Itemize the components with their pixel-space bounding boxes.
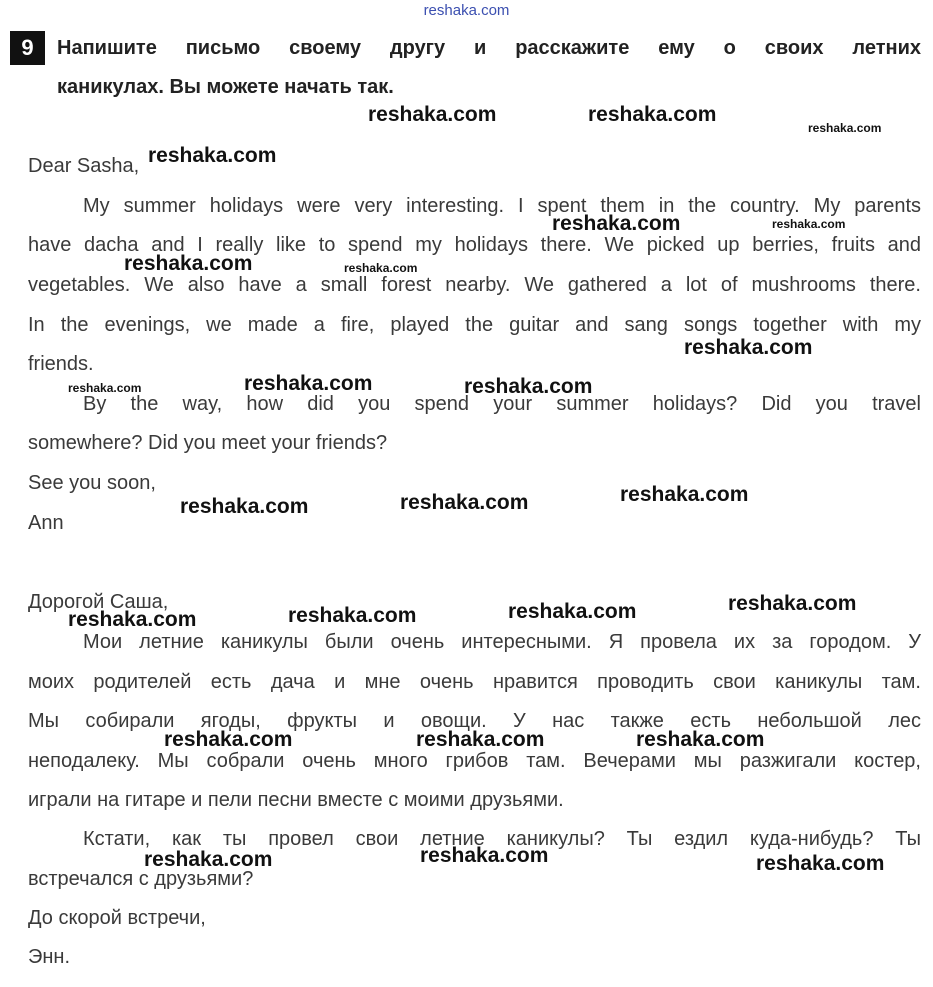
watermark: reshaka.com <box>808 121 882 135</box>
letter-ru-line: Мои летние каникулы были очень интересными. Я провела их за городом. У <box>83 631 921 653</box>
watermark: reshaka.com <box>684 336 813 359</box>
letter-en-line: vegetables. We also have a small forest nearby. We gathered a lot of mushrooms there. <box>28 274 921 296</box>
watermark: reshaka.com <box>124 252 253 275</box>
watermark: reshaka.com <box>244 372 373 395</box>
watermark: reshaka.com <box>772 217 846 231</box>
watermark: reshaka.com <box>344 261 418 275</box>
watermark: reshaka.com <box>756 852 885 875</box>
letter-en-line: somewhere? Did you meet your friends? <box>28 432 388 454</box>
watermark: reshaka.com <box>68 381 142 395</box>
letter-en-greeting: Dear Sasha, <box>28 155 140 177</box>
letter-ru-line: Кстати, как ты провел свои летние каникулы? Ты ездил куда-нибудь? Ты <box>83 828 921 850</box>
watermark: reshaka.com <box>588 103 717 126</box>
letter-en-line: By the way, how did you spend your summer holidays? Did you travel <box>83 393 921 415</box>
letter-en-closing: See you soon, <box>28 472 156 494</box>
letter-ru-closing: До скорой встречи, <box>28 907 206 929</box>
watermark: reshaka.com <box>420 844 549 867</box>
letter-ru-greeting: Дорогой Саша, <box>28 591 169 613</box>
watermark: reshaka.com <box>620 483 749 506</box>
watermark: reshaka.com <box>416 728 545 751</box>
watermark: reshaka.com <box>400 491 529 514</box>
task-instruction-line-2: каникулах. Вы можете начать так. <box>57 76 394 98</box>
watermark: reshaka.com <box>288 604 417 627</box>
letter-ru-line: Мы собирали ягоды, фрукты и овощи. У нас также есть небольшой лес <box>28 710 921 732</box>
letter-en-line: My summer holidays were very interesting. I spent them in the country. My parents <box>83 195 921 217</box>
watermark: reshaka.com <box>508 600 637 623</box>
letter-ru-line: неподалеку. Мы собрали очень много грибов там. Вечерами мы разжигали костер, <box>28 750 921 772</box>
site-watermark: reshaka.com <box>423 2 510 19</box>
watermark: reshaka.com <box>728 592 857 615</box>
letter-en-line: In the evenings, we made a fire, played the guitar and sang songs together with my <box>28 314 921 336</box>
watermark: reshaka.com <box>368 103 497 126</box>
watermark: reshaka.com <box>552 212 681 235</box>
watermark: reshaka.com <box>636 728 765 751</box>
watermark: reshaka.com <box>68 608 197 631</box>
letter-en-line: have dacha and I really like to spend my holidays there. We picked up berries, fruits and <box>28 234 921 256</box>
letter-ru-line: встречался с друзьями? <box>28 868 254 890</box>
task-instruction-line-1: Напишите письмо своему другу и расскажите ему о своих летних <box>57 37 921 59</box>
letter-en-line: friends. <box>28 353 94 375</box>
watermark: reshaka.com <box>144 848 273 871</box>
watermark: reshaka.com <box>164 728 293 751</box>
letter-ru-signature: Энн. <box>28 946 71 968</box>
letter-ru-line: моих родителей есть дача и мне очень нравится проводить свои каникулы там. <box>28 671 921 693</box>
watermark: reshaka.com <box>464 375 593 398</box>
letter-ru-line: играли на гитаре и пели песни вместе с моими друзьями. <box>28 789 564 811</box>
watermark: reshaka.com <box>180 495 309 518</box>
task-number-badge: 9 <box>10 31 45 65</box>
watermark: reshaka.com <box>148 144 277 167</box>
letter-en-signature: Ann <box>28 512 64 534</box>
